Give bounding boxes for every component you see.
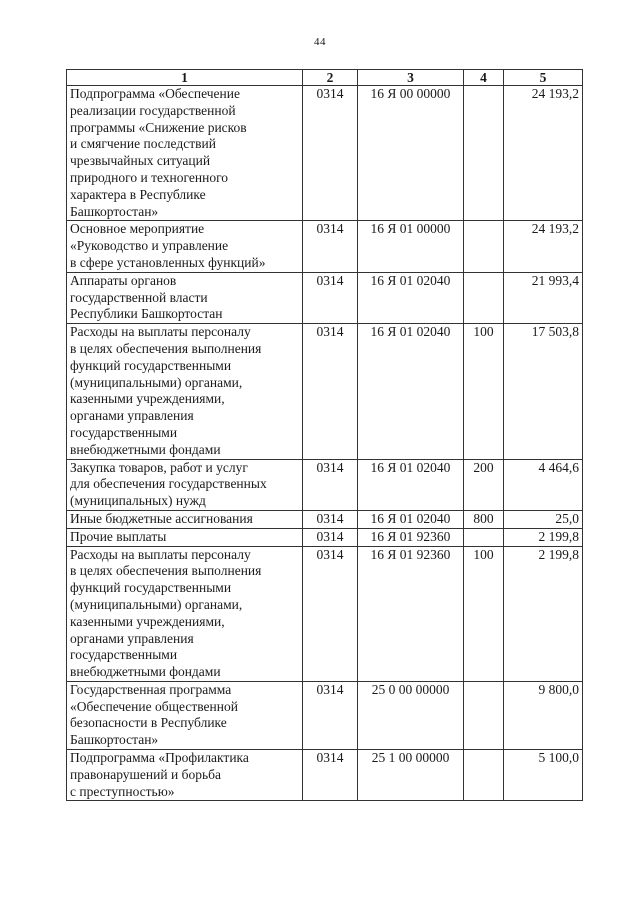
- row-name-line: государственной власти: [70, 289, 208, 305]
- row-target-cell: 16 Я 01 92360: [358, 546, 464, 681]
- row-name-line: Прочие выплаты: [70, 528, 167, 544]
- row-name-line: «Обеспечение общественной: [70, 698, 238, 714]
- row-section-cell: 0314: [303, 546, 358, 681]
- header-cell-target: 3: [358, 70, 464, 86]
- row-name-line: Расходы на выплаты персоналу: [70, 546, 251, 562]
- row-target-cell: 16 Я 01 02040: [358, 459, 464, 510]
- row-name-line: для обеспечения государственных: [70, 476, 267, 492]
- row-target-cell: 16 Я 01 02040: [358, 324, 464, 459]
- row-section-cell: 0314: [303, 86, 358, 221]
- row-name-line: государственными: [70, 424, 178, 440]
- row-name-line: (муниципальными) органами,: [70, 374, 243, 390]
- row-target-cell: 16 Я 00 00000: [358, 86, 464, 221]
- header-row: [67, 70, 583, 86]
- row-section-cell: 0314: [303, 324, 358, 459]
- row-name-line: Основное мероприятие: [70, 221, 205, 237]
- table-row: [67, 510, 583, 528]
- row-name-line: органами управления: [70, 630, 194, 646]
- row-expense-cell: [464, 681, 504, 749]
- row-target-cell: 16 Я 01 02040: [358, 272, 464, 323]
- row-section-cell: 0314: [303, 510, 358, 528]
- row-name-line: реализации государственной: [70, 102, 236, 118]
- table-row: [67, 528, 583, 546]
- row-expense-cell: [464, 272, 504, 323]
- row-name-line: Расходы на выплаты персоналу: [70, 324, 251, 340]
- row-name-line: Аппараты органов: [70, 272, 177, 288]
- row-name-cell: [67, 86, 303, 221]
- row-amount-cell: 2 199,8: [504, 546, 583, 681]
- row-name-line: функций государственными: [70, 580, 232, 596]
- row-name-cell: [67, 459, 303, 510]
- row-expense-cell: 100: [464, 546, 504, 681]
- row-name-line: безопасности в Республике: [70, 715, 227, 731]
- row-name-cell: [67, 546, 303, 681]
- table-row: [67, 324, 583, 459]
- row-name-line: в целях обеспечения выполнения: [70, 340, 262, 356]
- row-name-cell: [67, 750, 303, 801]
- row-amount-cell: 24 193,2: [504, 221, 583, 272]
- row-target-cell: 16 Я 01 02040: [358, 510, 464, 528]
- row-name-line: Подпрограмма «Обеспечение: [70, 86, 240, 101]
- row-amount-cell: 4 464,6: [504, 459, 583, 510]
- row-section-cell: 0314: [303, 528, 358, 546]
- row-expense-cell: [464, 86, 504, 221]
- row-expense-cell: [464, 221, 504, 272]
- row-amount-cell: 2 199,8: [504, 528, 583, 546]
- row-name-cell: [67, 528, 303, 546]
- row-expense-cell: 100: [464, 324, 504, 459]
- row-target-cell: 25 1 00 00000: [358, 750, 464, 801]
- row-name-cell: [67, 221, 303, 272]
- row-target-cell: 16 Я 01 92360: [358, 528, 464, 546]
- row-name-cell: [67, 324, 303, 459]
- row-amount-cell: 25,0: [504, 510, 583, 528]
- row-name-line: органами управления: [70, 408, 194, 424]
- row-name-line: внебюджетными фондами: [70, 441, 221, 457]
- row-expense-cell: 200: [464, 459, 504, 510]
- row-name-line: чрезвычайных ситуаций: [70, 153, 211, 169]
- row-name-line: Закупка товаров, работ и услуг: [70, 459, 248, 475]
- header-cell-expense: 4: [464, 70, 504, 86]
- row-amount-cell: 5 100,0: [504, 750, 583, 801]
- row-name-line: в сфере установленных функций»: [70, 254, 266, 270]
- row-name-line: Государственная программа: [70, 681, 232, 697]
- row-name-line: правонарушений и борьба: [70, 766, 221, 782]
- row-name-cell: [67, 272, 303, 323]
- row-amount-cell: 24 193,2: [504, 86, 583, 221]
- row-amount-cell: 9 800,0: [504, 681, 583, 749]
- page-number: 44: [314, 36, 326, 48]
- row-section-cell: 0314: [303, 272, 358, 323]
- table-row: [67, 86, 583, 221]
- row-section-cell: 0314: [303, 221, 358, 272]
- row-expense-cell: 800: [464, 510, 504, 528]
- table-row: [67, 546, 583, 681]
- header-cell-amount: 5: [504, 70, 583, 86]
- row-section-cell: 0314: [303, 750, 358, 801]
- row-name-line: «Руководство и управление: [70, 238, 229, 254]
- row-name-line: Башкортостан»: [70, 732, 159, 748]
- row-expense-cell: [464, 528, 504, 546]
- row-name-line: с преступностью»: [70, 783, 175, 799]
- row-name-line: Иные бюджетные ассигнования: [70, 510, 253, 526]
- table-row: [67, 272, 583, 323]
- budget-table: [66, 69, 583, 801]
- row-name-line: природного и техногенного: [70, 169, 229, 185]
- row-name-line: казенными учреждениями,: [70, 613, 225, 629]
- row-name-line: Башкортостан»: [70, 203, 159, 219]
- table-row: [67, 221, 583, 272]
- row-name-line: Подпрограмма «Профилактика: [70, 750, 249, 766]
- row-target-cell: 25 0 00 00000: [358, 681, 464, 749]
- row-amount-cell: 21 993,4: [504, 272, 583, 323]
- row-name-line: Республики Башкортостан: [70, 306, 223, 322]
- row-name-line: функций государственными: [70, 357, 232, 373]
- header-cell-name: 1: [67, 70, 303, 86]
- header-cell-section: 2: [303, 70, 358, 86]
- table-row: [67, 681, 583, 749]
- row-name-line: (муниципальных) нужд: [70, 493, 206, 509]
- row-name-line: в целях обеспечения выполнения: [70, 563, 262, 579]
- table-row: [67, 459, 583, 510]
- row-section-cell: 0314: [303, 459, 358, 510]
- row-name-cell: [67, 681, 303, 749]
- row-expense-cell: [464, 750, 504, 801]
- row-target-cell: 16 Я 01 00000: [358, 221, 464, 272]
- row-amount-cell: 17 503,8: [504, 324, 583, 459]
- row-section-cell: 0314: [303, 681, 358, 749]
- row-name-cell: [67, 510, 303, 528]
- row-name-line: и смягчение последствий: [70, 136, 216, 152]
- budget-table-body: [67, 86, 583, 801]
- row-name-line: внебюджетными фондами: [70, 664, 221, 680]
- row-name-line: характера в Республике: [70, 186, 206, 202]
- row-name-line: (муниципальными) органами,: [70, 596, 243, 612]
- row-name-line: казенными учреждениями,: [70, 391, 225, 407]
- row-name-line: программы «Снижение рисков: [70, 119, 247, 135]
- row-name-line: государственными: [70, 647, 178, 663]
- table-row: [67, 750, 583, 801]
